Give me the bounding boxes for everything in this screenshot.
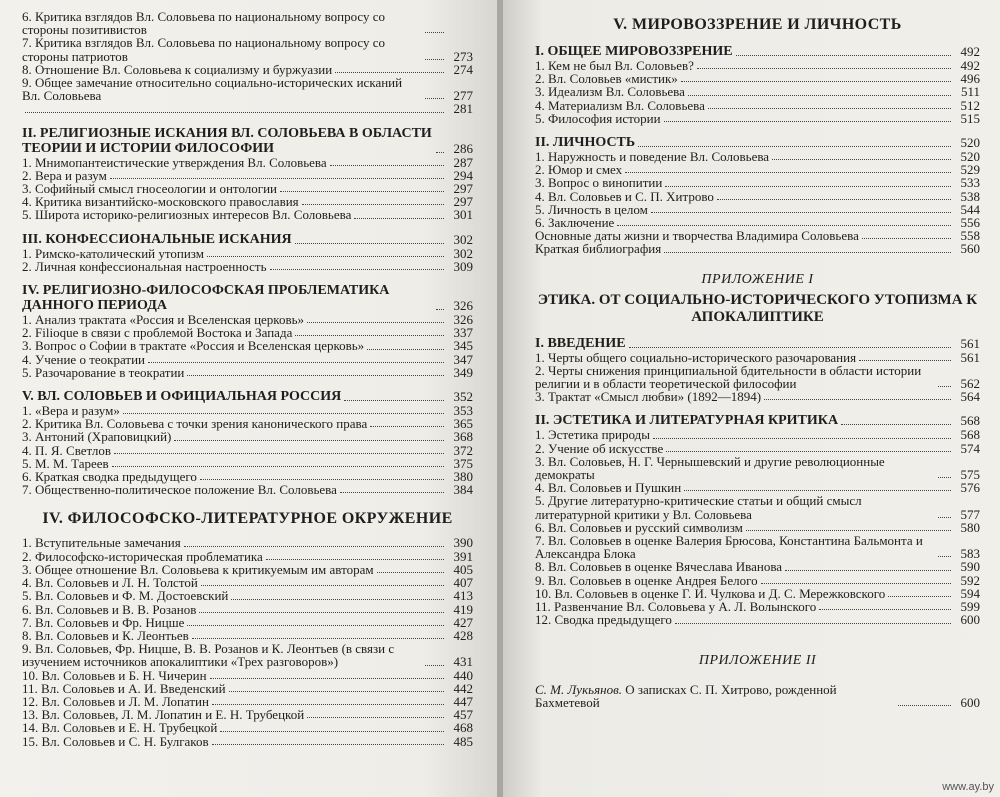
page-number: 294 xyxy=(453,167,473,183)
toc-entry xyxy=(22,483,473,496)
dot-leader xyxy=(688,95,951,96)
page-number: 496 xyxy=(960,71,980,87)
toc-entry-label: 2. Юмор и смех xyxy=(535,162,623,178)
section-heading xyxy=(535,44,980,59)
dot-leader xyxy=(761,583,951,584)
toc-entry-label: 9. Вл. Соловьев, Фр. Ницше, В. В. Розанов и К. Леонтьев (в связи с изучением источников апокалиптики «Трех разговоров») xyxy=(22,641,395,670)
toc-entry xyxy=(22,642,473,668)
toc-entry xyxy=(22,339,473,352)
section-heading xyxy=(22,283,473,313)
dot-leader xyxy=(717,199,951,200)
toc-entry-label: 3. Трактат «Смысл любви» (1892—1894) xyxy=(535,389,762,405)
toc-entry-label: 8. Вл. Соловьев и К. Леонтьев xyxy=(22,627,189,643)
toc-entry-label: 5. Разочарование в теократии xyxy=(22,364,185,380)
dot-leader xyxy=(617,225,951,226)
dot-leader xyxy=(207,256,444,257)
section-title: I. ВВЕДЕНИЕ xyxy=(535,335,626,351)
toc-entry-label: 14. Вл. Соловьев и Е. Н. Трубецкой xyxy=(22,720,218,736)
dot-leader xyxy=(638,146,951,147)
toc-entry xyxy=(22,102,473,115)
page-number: 428 xyxy=(453,627,473,643)
page-number: 281 xyxy=(453,101,473,117)
page-number: 533 xyxy=(960,175,980,191)
toc-entry-label: 9. Общее замечание относительно социально-исторических исканий Вл. Соловьева xyxy=(22,75,403,104)
toc-entry-label: 4. Учение о теократии xyxy=(22,351,145,367)
appendix-2-title: О записках С. П. Хитрово, рожденной Бахметевой xyxy=(535,681,837,710)
page-number: 309 xyxy=(453,258,473,274)
toc-entry xyxy=(535,364,980,390)
page-number: 594 xyxy=(960,585,980,601)
toc-entry xyxy=(22,536,473,549)
dot-leader xyxy=(200,479,444,480)
dot-leader xyxy=(335,72,444,73)
page-number: 515 xyxy=(960,110,980,126)
dot-leader xyxy=(425,665,444,666)
dot-leader xyxy=(231,599,444,600)
page-number: 349 xyxy=(453,364,473,380)
page-number: 431 xyxy=(453,654,473,670)
toc-entry-label: 5. Личность в целом xyxy=(535,201,648,217)
page-number: 599 xyxy=(960,599,980,615)
toc-entry-label: 5. Другие литературно-критические статьи и общий смысл литературной критики у Вл. Соловьева xyxy=(535,493,862,522)
toc-entry xyxy=(535,560,980,573)
page-number: 600 xyxy=(960,694,980,710)
toc-entry-label: 1. Эстетика природы xyxy=(535,427,650,443)
page-number: 560 xyxy=(960,241,980,257)
toc-entry-label: 8. Вл. Соловьев в оценке Вячеслава Иванова xyxy=(535,559,783,575)
toc-entry xyxy=(22,669,473,682)
toc-entry-label: 1. Анализ трактата «Россия и Вселенская церковь» xyxy=(22,312,305,328)
left-sections xyxy=(22,126,473,497)
right-sections xyxy=(535,44,980,256)
dot-leader xyxy=(664,252,951,253)
toc-entry xyxy=(22,735,473,748)
toc-entry xyxy=(535,99,980,112)
dot-leader xyxy=(425,59,444,60)
page-number: 485 xyxy=(453,733,473,749)
toc-entry xyxy=(535,176,980,189)
toc-entry-label: 6. Критика взглядов Вл. Соловьева по национальному вопросу со стороны позитивистов xyxy=(22,9,386,38)
toc-entry xyxy=(22,208,473,221)
toc-entry-label: 2. Вера и разум xyxy=(22,167,107,183)
dot-leader xyxy=(629,347,951,348)
page-number: 520 xyxy=(960,135,980,151)
section-heading xyxy=(535,413,980,428)
toc-entry-label: 15. Вл. Соловьев и С. Н. Булгаков xyxy=(22,733,209,749)
toc-entry-label: 3. Софийный смысл гносеологии и онтологии xyxy=(22,181,278,197)
toc-entry xyxy=(535,455,980,481)
section-title: III. КОНФЕССИОНАЛЬНЫЕ ИСКАНИЯ xyxy=(22,231,292,247)
page-number: 273 xyxy=(453,48,473,64)
toc-entry-label: 2. Filioque в связи с проблемой Востока и Запада xyxy=(22,325,293,341)
dot-leader xyxy=(220,731,444,732)
dot-leader xyxy=(862,238,951,239)
dot-leader xyxy=(212,744,444,745)
page-number: 538 xyxy=(960,188,980,204)
toc-entry-label: 2. Учение об искусстве xyxy=(535,440,664,456)
toc-entry-label: 6. Краткая сводка предыдущего xyxy=(22,469,197,485)
dot-leader xyxy=(684,490,951,491)
appendix-1-label: ПРИЛОЖЕНИЕ I xyxy=(701,271,814,287)
toc-entry-label: 3. Общее отношение Вл. Соловьева к критикуемым им авторам xyxy=(22,561,374,577)
page-number: 326 xyxy=(453,312,473,328)
page-number: 353 xyxy=(453,403,473,419)
watermark: www.ay.by xyxy=(942,781,994,793)
dot-leader xyxy=(340,492,444,493)
toc-entry xyxy=(22,430,473,443)
dot-leader xyxy=(664,121,951,122)
toc-entry xyxy=(22,603,473,616)
dot-leader xyxy=(436,152,444,153)
page-number: 576 xyxy=(960,480,980,496)
section-title: II. РЕЛИГИОЗНЫЕ ИСКАНИЯ ВЛ. СОЛОВЬЕВА В ОБЛАСТИ ТЕОРИИ И ИСТОРИИ ФИЛОСОФИИ xyxy=(22,125,432,156)
toc-entry-label: 3. Вопрос о винопитии xyxy=(535,175,663,191)
page-number: 286 xyxy=(453,140,473,156)
appendix-2-entry xyxy=(535,683,980,709)
page-number: 580 xyxy=(960,519,980,535)
toc-entry-label: 4. Вл. Соловьев и Л. Н. Толстой xyxy=(22,575,198,591)
page-number: 413 xyxy=(453,588,473,604)
dot-leader xyxy=(736,55,951,56)
appendix-1-sections xyxy=(535,336,980,627)
page-number: 419 xyxy=(453,601,473,617)
left-page xyxy=(0,0,497,797)
page-number: 492 xyxy=(960,44,980,59)
page-number: 574 xyxy=(960,440,980,456)
page-number: 562 xyxy=(960,376,980,392)
dot-leader xyxy=(148,362,444,363)
page-number: 347 xyxy=(453,351,473,367)
page-number: 405 xyxy=(453,561,473,577)
page-number: 390 xyxy=(453,535,473,551)
toc-entry xyxy=(22,156,473,169)
page-number: 575 xyxy=(960,467,980,483)
toc-entry xyxy=(22,550,473,563)
appendix-2-label: ПРИЛОЖЕНИЕ II xyxy=(698,652,817,668)
page-number: 577 xyxy=(960,506,980,522)
page-number: 380 xyxy=(453,469,473,485)
toc-entry xyxy=(535,112,980,125)
page-number: 568 xyxy=(960,427,980,443)
appendix-2-text xyxy=(535,683,895,709)
page-number: 297 xyxy=(453,194,473,210)
page-number: 297 xyxy=(453,181,473,197)
toc-entry-label: 3. Вопрос о Софии в трактате «Россия и Вселенская церковь» xyxy=(22,338,365,354)
dot-leader xyxy=(112,466,444,467)
page-number: 287 xyxy=(453,154,473,170)
dot-leader xyxy=(307,717,444,718)
dot-leader xyxy=(377,572,444,573)
dot-leader xyxy=(344,400,444,401)
page-number: 440 xyxy=(453,667,473,683)
part-v-title: V. МИРОВОЗЗРЕНИЕ И ЛИЧНОСТЬ xyxy=(613,16,902,33)
toc-entry-label: 7. Вл. Соловьев и Фр. Ницше xyxy=(22,614,185,630)
toc-entry-label: 2. Личная конфессиональная настроенность xyxy=(22,258,267,274)
toc-entry xyxy=(535,428,980,441)
section-heading xyxy=(22,126,473,156)
appendix-2-author: С. М. Лукьянов. xyxy=(535,681,622,697)
toc-entry xyxy=(535,351,980,364)
toc-entry-label: 4. Критика византийско-московского православия xyxy=(22,194,299,210)
dot-leader xyxy=(859,360,951,361)
toc-entry xyxy=(535,242,980,255)
toc-entry-label: Краткая библиография xyxy=(535,241,662,257)
toc-entry xyxy=(535,534,980,560)
dot-leader xyxy=(212,704,444,705)
toc-entry xyxy=(535,613,980,626)
page-number: 302 xyxy=(453,245,473,261)
toc-entry-label: 10. Вл. Соловьев и Б. Н. Чичерин xyxy=(22,667,207,683)
section-title: II. ЛИЧНОСТЬ xyxy=(535,135,636,151)
toc-entry-label: 2. Черты снижения принципиальной бдительности в области истории религии и в области теоретической философии xyxy=(535,362,922,392)
dot-leader xyxy=(302,204,444,205)
section-heading xyxy=(535,336,980,351)
toc-entry-label: 9. Вл. Соловьев в оценке Андрея Белого xyxy=(535,572,758,588)
page-number: 447 xyxy=(453,693,473,709)
dot-leader xyxy=(184,546,444,547)
toc-entry-label: 4. Вл. Соловьев и Пушкин xyxy=(535,480,682,496)
toc-entry-label: 1. Вступительные замечания xyxy=(22,535,181,551)
page-number: 457 xyxy=(453,707,473,723)
dot-leader xyxy=(330,165,444,166)
toc-entry-label: 11. Развенчание Вл. Соловьева у А. Л. Волынского xyxy=(535,599,817,615)
toc-entry-label: 1. Кем не был Вл. Соловьев? xyxy=(535,58,694,73)
dot-leader xyxy=(764,399,951,400)
dot-leader xyxy=(123,413,444,414)
dot-leader xyxy=(192,638,444,639)
dot-leader xyxy=(354,218,444,219)
toc-entry xyxy=(22,10,473,36)
left-top-entries xyxy=(22,10,473,116)
dot-leader xyxy=(697,68,951,69)
section-title: V. ВЛ. СОЛОВЬЕВ И ОФИЦИАЛЬНАЯ РОССИЯ xyxy=(22,389,342,405)
page-number: 365 xyxy=(453,416,473,432)
dot-leader xyxy=(666,451,951,452)
page-number: 564 xyxy=(960,389,980,405)
page-number: 592 xyxy=(960,572,980,588)
dot-leader xyxy=(675,623,951,624)
toc-entry-label: 5. Вл. Соловьев и Ф. М. Достоевский xyxy=(22,588,229,604)
toc-entry xyxy=(535,574,980,587)
toc-entry xyxy=(535,442,980,455)
page-number: 492 xyxy=(960,58,980,73)
toc-entry-label: 6. Заключение xyxy=(535,215,615,231)
dot-leader xyxy=(938,517,951,518)
toc-entry-label: 1. Мнимопантеистические утверждения Вл. Соловьева xyxy=(22,154,327,170)
dot-leader xyxy=(625,172,951,173)
toc-entry-label: 7. Вл. Соловьев в оценке Валерия Брюсова, Константина Бальмонта и Александра Блока xyxy=(535,533,923,562)
page-number: 583 xyxy=(960,546,980,562)
toc-entry-label: 1. Черты общего социально-исторического разочарования xyxy=(535,349,857,365)
page-number: 590 xyxy=(960,559,980,575)
dot-leader xyxy=(681,81,951,82)
toc-entry-label: 3. Антоний (Храповицкий) xyxy=(22,429,172,445)
section-heading xyxy=(535,135,980,150)
dot-leader xyxy=(651,212,951,213)
toc-entry-label: 5. М. М. Тареев xyxy=(22,455,109,471)
dot-leader xyxy=(708,108,951,109)
page-number: 561 xyxy=(960,335,980,351)
part-iv-entries xyxy=(22,536,473,747)
page-number: 556 xyxy=(960,215,980,231)
dot-leader xyxy=(888,596,951,597)
toc-entry-label: 2. Философско-историческая проблематика xyxy=(22,548,263,564)
dot-leader xyxy=(436,309,444,310)
dot-leader xyxy=(270,269,445,270)
page-number: 561 xyxy=(960,349,980,365)
section-title: IV. РЕЛИГИОЗНО-ФИЛОСОФСКАЯ ПРОБЛЕМАТИКА ДАННОГО ПЕРИОДА xyxy=(22,283,390,314)
dot-leader xyxy=(25,112,444,113)
page-number: 511 xyxy=(960,84,980,100)
dot-leader xyxy=(201,585,444,586)
toc-entry xyxy=(22,353,473,366)
page-number: 407 xyxy=(453,575,473,591)
dot-leader xyxy=(367,349,444,350)
toc-entry xyxy=(22,76,473,102)
dot-leader xyxy=(772,159,951,160)
dot-leader xyxy=(938,386,951,387)
section-title: II. ЭСТЕТИКА И ЛИТЕРАТУРНАЯ КРИТИКА xyxy=(535,413,839,429)
toc-entry xyxy=(22,444,473,457)
toc-entry xyxy=(535,190,980,203)
right-page xyxy=(503,0,1000,797)
page-number: 512 xyxy=(960,97,980,113)
toc-entry-label: 3. Идеализм Вл. Соловьева xyxy=(535,84,685,100)
page-number: 302 xyxy=(453,231,473,247)
toc-entry-label: 7. Критика взглядов Вл. Соловьева по национальному вопросу со стороны патриотов xyxy=(22,35,386,64)
toc-entry-label: 4. Материализм Вл. Соловьева xyxy=(535,97,705,113)
dot-leader xyxy=(307,322,444,323)
toc-entry xyxy=(22,366,473,379)
dot-leader xyxy=(280,191,444,192)
page-number: 274 xyxy=(453,61,473,77)
toc-entry-label: 1. Наружность и поведение Вл. Соловьева xyxy=(535,149,770,165)
dot-leader xyxy=(187,625,444,626)
toc-entry xyxy=(535,494,980,520)
dot-leader xyxy=(425,32,444,33)
toc-entry-label: 13. Вл. Соловьев, Л. М. Лопатин и Е. Н. Трубецкой xyxy=(22,707,305,723)
page-number: 337 xyxy=(453,325,473,341)
page-number: 368 xyxy=(453,429,473,445)
page-number: 384 xyxy=(453,482,473,498)
dot-leader xyxy=(295,335,444,336)
page-number: 558 xyxy=(960,228,980,244)
dot-leader xyxy=(199,612,444,613)
toc-entry xyxy=(22,247,473,260)
page-number: 375 xyxy=(453,455,473,471)
toc-entry xyxy=(22,36,473,62)
dot-leader xyxy=(229,691,444,692)
toc-entry-label: 12. Вл. Соловьев и Л. М. Лопатин xyxy=(22,693,209,709)
section-heading xyxy=(22,389,473,404)
page-number: 345 xyxy=(453,338,473,354)
dot-leader xyxy=(653,438,951,439)
toc-entry-label: 2. Вл. Соловьев «мистик» xyxy=(535,71,678,87)
dot-leader xyxy=(938,556,951,557)
toc-entry xyxy=(535,85,980,98)
dot-leader xyxy=(425,98,444,99)
dot-leader xyxy=(187,375,444,376)
dot-leader xyxy=(938,477,951,478)
dot-leader xyxy=(746,530,951,531)
toc-entry-label: 1. «Вера и разум» xyxy=(22,403,120,419)
toc-entry-label: 1. Римско-католический утопизм xyxy=(22,245,204,261)
toc-entry xyxy=(535,390,980,403)
page-number: 520 xyxy=(960,149,980,165)
toc-entry-label: 2. Критика Вл. Соловьева с точки зрения канонического права xyxy=(22,416,368,432)
toc-entry-label: 6. Вл. Соловьев и В. В. Розанов xyxy=(22,601,197,617)
toc-entry xyxy=(22,589,473,602)
toc-entry-label: 11. Вл. Соловьев и А. И. Введенский xyxy=(22,680,226,696)
appendix-1-title: ЭТИКА. ОТ СОЦИАЛЬНО-ИСТОРИЧЕСКОГО УТОПИЗМА К АПОКАЛИПТИКЕ xyxy=(537,291,978,325)
toc-entry-label: 10. Вл. Соловьев в оценке Г. И. Чулкова и Д. С. Мережковского xyxy=(535,585,886,601)
dot-leader xyxy=(665,186,951,187)
page-number: 372 xyxy=(453,442,473,458)
page-number: 301 xyxy=(453,207,473,223)
dot-leader xyxy=(370,426,444,427)
dot-leader xyxy=(266,559,444,560)
dot-leader xyxy=(841,424,951,425)
toc-entry-label: 6. Вл. Соловьев и русский символизм xyxy=(535,519,743,535)
toc-entry-label: 12. Сводка предыдущего xyxy=(535,612,672,628)
page-number: 529 xyxy=(960,162,980,178)
toc-entry-label: Основные даты жизни и творчества Владимира Соловьева xyxy=(535,228,859,244)
dot-leader xyxy=(898,705,951,706)
dot-leader xyxy=(819,609,951,610)
page-number: 427 xyxy=(453,614,473,630)
page-number: 568 xyxy=(960,413,980,429)
dot-leader xyxy=(295,243,444,244)
toc-entry-label: 5. Философия истории xyxy=(535,110,661,126)
page-number: 468 xyxy=(453,720,473,736)
toc-entry-label: 4. П. Я. Светлов xyxy=(22,442,112,458)
toc-entry-label: 5. Широта историко-религиозных интересов Вл. Соловьева xyxy=(22,207,352,223)
section-heading xyxy=(22,232,473,247)
page-number: 391 xyxy=(453,548,473,564)
toc-entry xyxy=(22,721,473,734)
page-number: 600 xyxy=(960,612,980,628)
page-number: 352 xyxy=(453,389,473,405)
page-number: 326 xyxy=(453,298,473,314)
toc-entry xyxy=(22,260,473,273)
toc-entry-label: 4. Вл. Соловьев и С. П. Хитрово xyxy=(535,188,714,204)
dot-leader xyxy=(174,440,444,441)
dot-leader xyxy=(785,570,951,571)
toc-entry-label: 3. Вл. Соловьев, Н. Г. Чернышевский и другие революционные демократы xyxy=(535,453,885,483)
dot-leader xyxy=(110,178,444,179)
toc-entry xyxy=(22,616,473,629)
toc-entry xyxy=(22,682,473,695)
toc-entry-label: 8. Отношение Вл. Соловьева к социализму и буржуазии xyxy=(22,61,333,77)
page-number: 442 xyxy=(453,680,473,696)
part-iv-title: IV. ФИЛОСОФСКО-ЛИТЕРАТУРНОЕ ОКРУЖЕНИЕ xyxy=(42,510,453,528)
toc-entry-label: 7. Общественно-политическое положение Вл. Соловьева xyxy=(22,482,337,498)
page-number: 277 xyxy=(453,88,473,104)
dot-leader xyxy=(210,678,444,679)
page-number: 544 xyxy=(960,201,980,217)
section-title: I. ОБЩЕЕ МИРОВОЗЗРЕНИЕ xyxy=(535,44,733,59)
dot-leader xyxy=(114,453,444,454)
